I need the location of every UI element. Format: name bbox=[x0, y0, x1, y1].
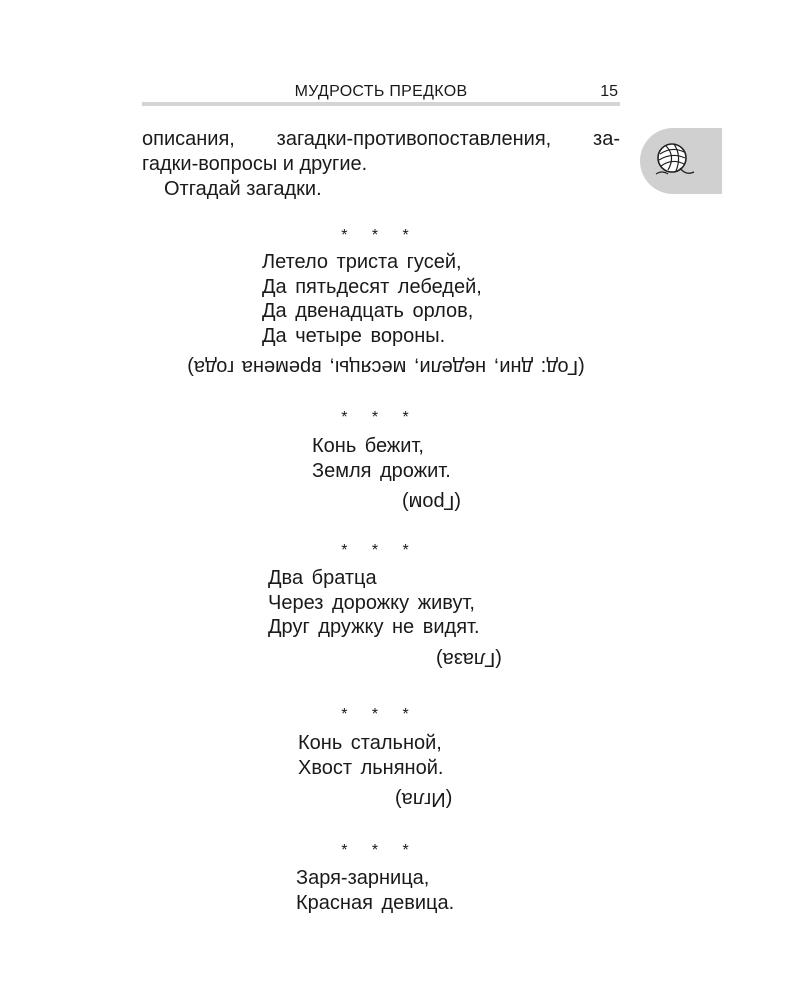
verse-line: Земля дрожит. bbox=[312, 459, 451, 482]
verse-line: Заря-зарница, bbox=[296, 867, 430, 889]
verse-line: Летело триста гусей, bbox=[262, 251, 462, 273]
verse-line: Хвост льняной. bbox=[298, 756, 444, 779]
riddle-separator: * * * bbox=[341, 227, 419, 244]
yarn-ball-icon bbox=[650, 136, 698, 184]
verse-line: Через дорожку живут, bbox=[268, 591, 475, 614]
verse-line: Конь бежит, bbox=[312, 435, 424, 457]
verse-line: Да четыре вороны. bbox=[262, 324, 446, 347]
riddle-answer-inverted: (Год: дни, недели, месяцы, времена года) bbox=[187, 356, 585, 378]
verse-line: Два братца bbox=[268, 567, 377, 589]
riddle-verse bbox=[296, 866, 454, 915]
riddle-verse bbox=[312, 434, 451, 483]
riddle-answer-inverted: (Глаза) bbox=[436, 648, 502, 670]
verse-line: Красная девица. bbox=[296, 891, 455, 914]
verse-line: Да двенадцать орлов, bbox=[262, 300, 474, 322]
verse-line: Да пятьдесят лебедей, bbox=[262, 275, 482, 298]
page-number: 15 bbox=[600, 83, 618, 100]
riddle-separator: * * * bbox=[341, 842, 419, 859]
thumb-tab bbox=[640, 128, 722, 194]
riddle-verse bbox=[298, 731, 443, 780]
running-head bbox=[142, 82, 620, 104]
verse-line: Друг дружку не видят. bbox=[268, 616, 480, 638]
intro-paragraph bbox=[142, 127, 620, 177]
header-rule bbox=[142, 102, 620, 106]
riddle-separator: * * * bbox=[341, 706, 419, 723]
riddle-verse bbox=[262, 250, 482, 348]
riddle-separator: * * * bbox=[341, 409, 419, 426]
intro-prompt: Отгадай загадки. bbox=[164, 178, 322, 200]
running-title: МУДРОСТЬ ПРЕДКОВ bbox=[294, 83, 468, 100]
intro-line-1: описания, загадки-противопоставления, за- bbox=[142, 128, 620, 150]
riddle-verse bbox=[268, 566, 480, 640]
riddle-answer-inverted: (Игла) bbox=[395, 788, 453, 810]
verse-line: Конь стальной, bbox=[298, 732, 442, 754]
intro-line-2: гадки-вопросы и другие. bbox=[142, 153, 368, 175]
riddle-answer-inverted: (Гром) bbox=[402, 491, 462, 513]
riddle-separator: * * * bbox=[341, 542, 419, 559]
